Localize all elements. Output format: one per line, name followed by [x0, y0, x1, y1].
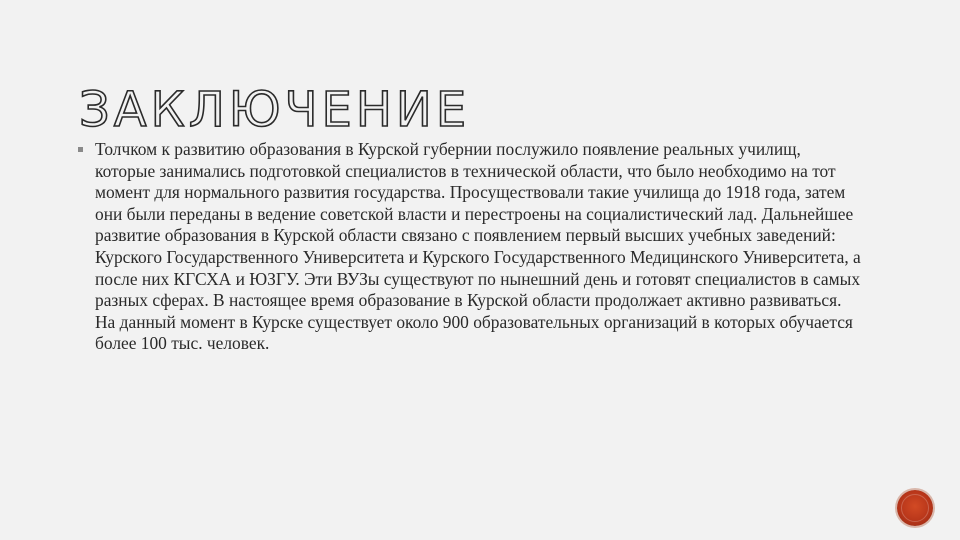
- slide-number-badge: [897, 490, 933, 526]
- slide-title: ЗАКЛЮЧЕНИЕ: [79, 82, 471, 139]
- badge-ring: [901, 494, 929, 522]
- bullet-icon: [78, 147, 83, 152]
- body-text: Толчком к развитию образования в Курской губернии послужило появление реальных училищ, которые занимались подготовкой специалистов в технической области, что было необходимо на тот момент для нормального развития государства. Просуществовали такие училища до 1918 года, затем они были переданы в ведение советской власти и перестроены на социалистический лад. Дальнейшее развитие образования в Курской области связано с появлением первый высших учебных заведений: Курского Государственного Университета и Курского Государственного Медицинского Университета, а после них КГСХА и ЮЗГУ. Эти ВУЗы существуют по нынешний день и готовят специалистов в самых разных сферах. В настоящее время образование в Курской области продолжает активно развиваться. На данный момент в Курске существует около 900 образовательных организаций в которых обучается более 100 тыс. человек.: [95, 139, 861, 354]
- content-block: [78, 139, 878, 355]
